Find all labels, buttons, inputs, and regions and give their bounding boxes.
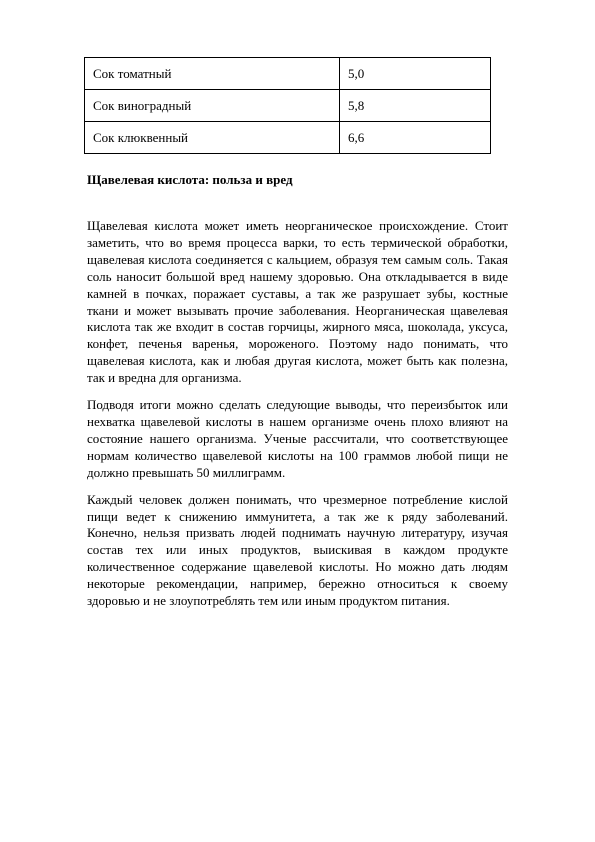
table-cell-value: 5,0 xyxy=(340,58,491,90)
table-row xyxy=(85,122,491,154)
body-text xyxy=(87,218,508,620)
table-cell-value: 5,8 xyxy=(340,90,491,122)
section-heading: Щавелевая кислота: польза и вред xyxy=(87,172,293,187)
table-cell-name: Сок клюквенный xyxy=(85,122,340,154)
paragraph: Щавелевая кислота может иметь неорганическое происхождение. Стоит заметить, что во время процесса варки, то есть термической обработки, щавелевая кислота соединяется с кальцием, образуя тем самым соль. Такая соль наносит большой вред нашему здоровью. Она откладывается в виде камней в почках, поражает суставы, а так же разрушает зубы, костные ткани и может вызывать прочие заболевания. Неорганическая щавелевая кислота так же входит в состав горчицы, жирного мяса, шоколада, уксуса, конфет, печенья варенья, мороженого. Поэтому надо понимать, что щавелевая кислота, как и любая другая кислота, может быть как полезна, так и вредна для организма. xyxy=(87,218,508,386)
table-cell-name: Сок томатный xyxy=(85,58,340,90)
table-cell-name: Сок виноградный xyxy=(85,90,340,122)
table-cell-value: 6,6 xyxy=(340,122,491,154)
paragraph: Подводя итоги можно сделать следующие выводы, что переизбыток или нехватка щавелевой кислоты в нашем организме очень плохо влияют на состояние нашего организма. Ученые рассчитали, что соответствующее нормам количество щавелевой кислоты на 100 граммов любой пищи не должно превышать 50 миллиграмм. xyxy=(87,397,508,480)
juice-acidity-table xyxy=(84,57,491,154)
table-row xyxy=(85,58,491,90)
table-row xyxy=(85,90,491,122)
paragraph: Каждый человек должен понимать, что чрезмерное потребление кислой пищи ведет к снижению иммунитета, а так же к ряду заболеваний. Конечно, нельзя призвать людей поднимать научную литературу, изучая состав тех или иных продуктов, выискивая в каждом продукте количественное содержание щавелевой кислоты. Но можно дать людям некоторые рекомендации, например, бережно относиться к своему здоровью и не злоупотреблять тем или иным продуктом питания. xyxy=(87,491,508,609)
